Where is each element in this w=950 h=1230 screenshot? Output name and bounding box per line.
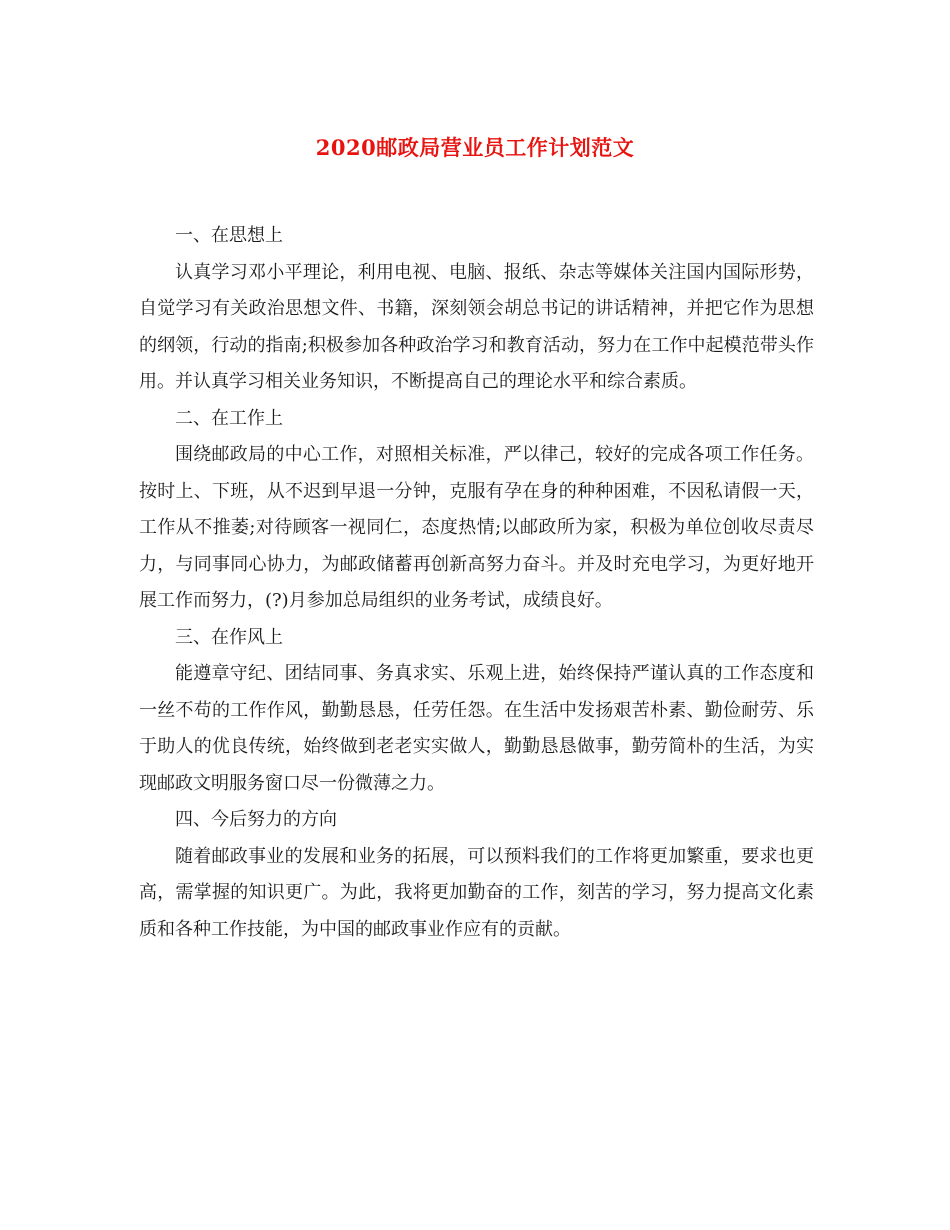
document-title: 2020邮政局营业员工作计划范文 [315,135,635,160]
section-paragraph-4: 随着邮政事业的发展和业务的拓展，可以预料我们的工作将更加繁重，要求也更高，需掌握的知识更广。为此，我将更加勤奋的工作，刻苦的学习，努力提高文化素质和各种工作技能，为中国的邮政事业作应有的贡献。 [139,845,814,940]
section-heading-4: 四、今后努力的方向 [175,809,337,830]
section-paragraph-1: 认真学习邓小平理论，利用电视、电脑、报纸、杂志等媒体关注国内国际形势，自觉学习有关政治思想文件、书籍，深刻领会胡总书记的讲话精神，并把它作为思想的纲领，行动的指南;积极参加各种政治学习和教育活动，努力在工作中起模范带头作用。并认真学习相关业务知识，不断提高自己的理论水平和综合素质。 [139,261,814,392]
section-paragraph-2: 围绕邮政局的中心工作，对照相关标准，严以律己，较好的完成各项工作任务。按时上、下班，从不迟到早退一分钟，克服有孕在身的种种困难，不因私请假一天，工作从不推萎;对待顾客一视同仁，态度热情;以邮政所为家，积极为单位创收尽责尽力，与同事同心协力，为邮政储蓄再创新高努力奋斗。并及时充电学习，为更好地开展工作而努力，(?)月参加总局组织的业务考试，成绩良好。 [139,444,814,611]
section-heading-3: 三、在作风上 [175,626,283,648]
section-paragraph-3: 能遵章守纪、团结同事、务真求实、乐观上进，始终保持严谨认真的工作态度和一丝不苟的工作作风，勤勤恳恳，任劳任怨。在生活中发扬艰苦朴素、勤俭耐劳、乐于助人的优良传统，始终做到老老实实做人，勤勤恳恳做事，勤劳简朴的生活，为实现邮政文明服务窗口尽一份微薄之力。 [139,663,814,794]
section-heading-1: 一、在思想上 [175,225,283,246]
document-body [139,218,814,948]
section-heading-2: 二、在工作上 [175,407,283,429]
